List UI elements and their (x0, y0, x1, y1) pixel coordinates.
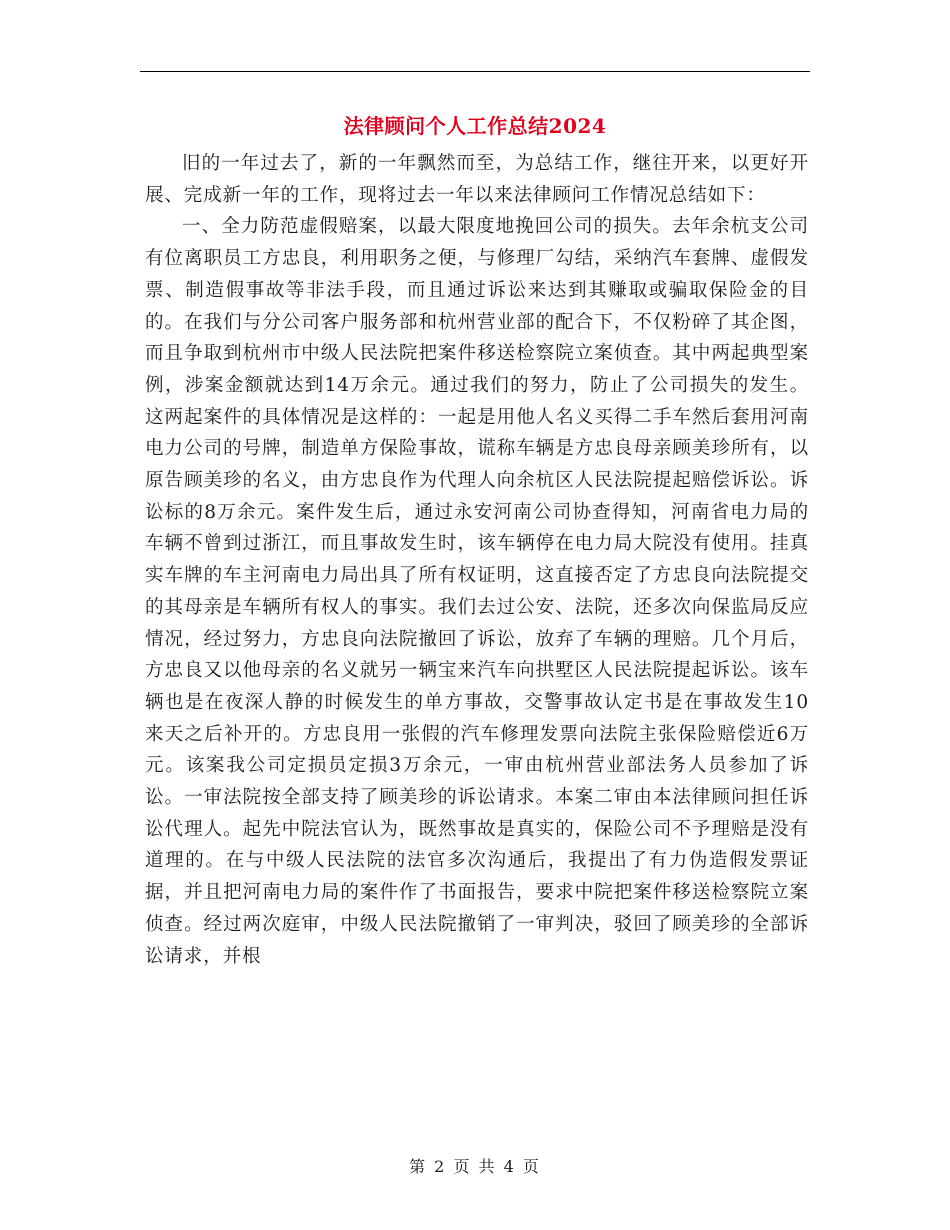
document-body (145, 148, 809, 972)
paragraph-intro: 旧的一年过去了，新的一年飘然而至，为总结工作，继往开来，以更好开展、完成新一年的工作，现将过去一年以来法律顾问工作情况总结如下： (145, 153, 809, 206)
document-title: 法律顾问个人工作总结2024 (343, 114, 607, 138)
header-rule (140, 71, 810, 72)
paragraph-section-1: 一、全力防范虚假赔案，以最大限度地挽回公司的损失。去年余杭支公司有位离职员工方忠良，利用职务之便，与修理厂勾结，采纳汽车套牌、虚假发票、制造假事故等非法手段，而且通过诉讼来达到其赚取或骗取保险金的目的。在我们与分公司客户服务部和杭州营业部的配合下，不仅粉碎了其企图，而且争取到杭州市中级人民法院把案件移送检察院立案侦查。其中两起典型案例，涉案金额就达到14万余元。通过我们的努力，防止了公司损失的发生。这两起案件的具体情况是这样的：一起是用他人名义买得二手车然后套用河南电力公司的号牌，制造单方保险事故，谎称车辆是方忠良母亲顾美珍所有，以原告顾美珍的名义，由方忠良作为代理人向余杭区人民法院提起赔偿诉讼。诉讼标的8万余元。案件发生后，通过永安河南公司协查得知，河南省电力局的车辆不曾到过浙江，而且事故发生时，该车辆停在电力局大院没有使用。挂真实车牌的车主河南电力局出具了所有权证明，这直接否定了方忠良向法院提交的其母亲是车辆所有权人的事实。我们去过公安、法院，还多次向保监局反应情况，经过努力，方忠良向法院撤回了诉讼，放弃了车辆的理赔。几个月后，方忠良又以他母亲的名义就另一辆宝来汽车向拱墅区人民法院提起诉讼。该车辆也是在夜深人静的时候发生的单方事故，交警事故认定书是在事故发生10来天之后补开的。方忠良用一张假的汽车修理发票向法院主张保险赔偿近6万元。该案我公司定损员定损3万余元，一审由杭州营业部法务人员参加了诉讼。一审法院按全部支持了顾美珍的诉讼请求。本案二审由本法律顾问担任诉讼代理人。起先中院法官认为，既然事故是真实的，保险公司不予理赔是没有道理的。在与中级人民法院的法官多次沟通后，我提出了有力伪造假发票证据，并且把河南电力局的案件作了书面报告，要求中院把案件移送检察院立案侦查。经过两次庭审，中级人民法院撤销了一审判决，驳回了顾美珍的全部诉讼请求，并根 (145, 216, 809, 967)
page-footer: 第 2 页 共 4 页 (409, 1157, 541, 1176)
